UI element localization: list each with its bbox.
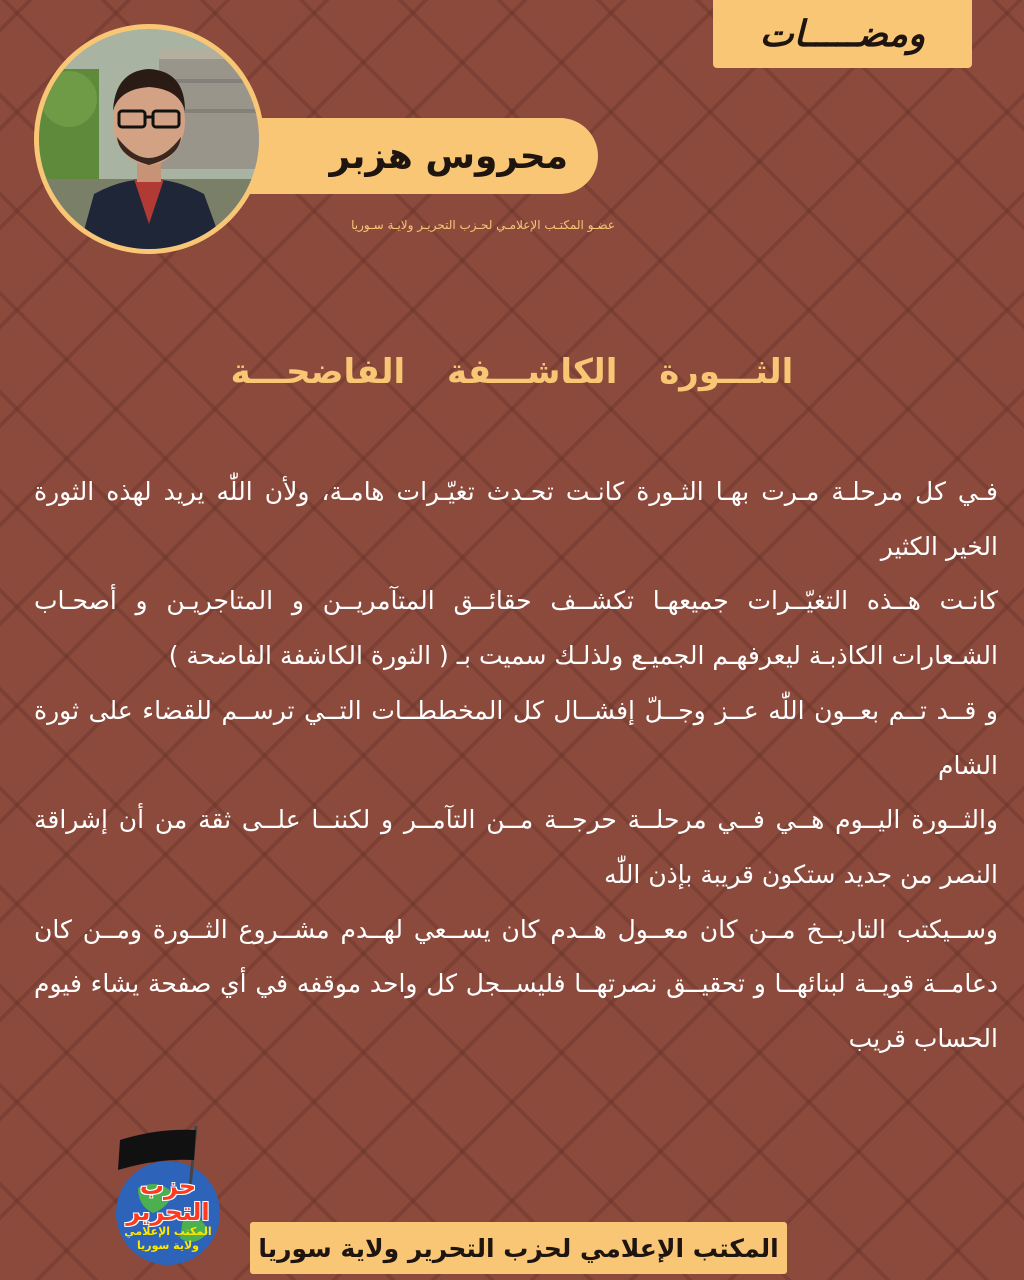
author-role: عضـو المكتـب الإعلامـي لحـزب التحريـر ولايـة سـوريا [351, 218, 615, 232]
article-paragraph: و قــد تــم بعــون اللّٰه عــز وجــلّ إفشــال كل المخططــات التــي ترســم للقضاء على ثورة الشام [34, 695, 998, 780]
article-paragraph: كانـت هــذه التغيّــرات جميعهـا تكشــف حقائــق المتآمريــن و المتاجريـن و أصحـاب الشـعارات الكاذبـة ليعرفهـم الجميـع ولذلـك سميت بـ ( الثورة الكاشفة الفاضحة ) [34, 586, 998, 671]
logo-sub-text-2: ولاية سوريا [137, 1239, 199, 1252]
section-badge [713, 0, 972, 68]
article-body [34, 465, 998, 1067]
logo-sub-text-1: المكتب الإعلامي [124, 1225, 212, 1238]
article-paragraph: فـي كل مرحلـة مـرت بهـا الثـورة كانـت تحـدث تغيّـرات هامـة، ولأن اللّٰه يريد لهذه الثورة الخير الكثير [34, 477, 998, 561]
organization-logo-text [98, 1173, 238, 1253]
author-avatar [34, 24, 264, 254]
footer-label: المكتب الإعلامي لحزب التحرير ولاية سوريا [258, 1233, 779, 1263]
footer-badge [250, 1222, 787, 1274]
article-paragraph: وســيكتب التاريــخ مــن كان معــول هــدم كان يســعي لهــدم مشــروع الثــورة ومــن كان دعامــة قويــة لبنائهــا و تحقيــق نصرتهــا فليســجل كل واحد موقفه في أي صفحة يشاء فيوم الحساب قريب [34, 914, 998, 1054]
article-paragraph: والثــورة اليــوم هــي فــي مرحلــة حرجــة مــن التآمــر و لكننــا علــى ثقة من أن إشراقة النصر من جديد ستكون قريبة بإذن اللّٰه [34, 805, 998, 889]
author-name: محروس هزبر [329, 135, 568, 177]
logo-main-text: حزب التحرير [126, 1172, 210, 1226]
section-badge-label: ومضـــــات [759, 13, 926, 55]
author-photo [39, 29, 259, 249]
article-title: الثـــورة الكاشـــفة الفاضحـــة [230, 352, 794, 392]
